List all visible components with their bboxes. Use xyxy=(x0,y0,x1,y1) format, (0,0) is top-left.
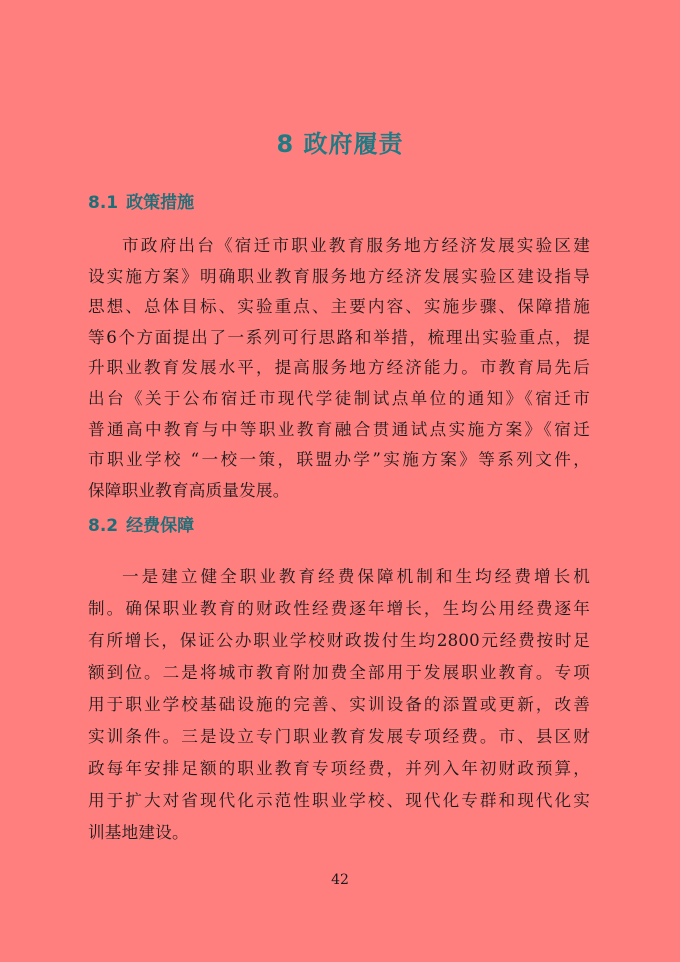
page-number: 42 xyxy=(331,872,349,888)
paragraph-line: 有所增长，保证公办职业学校财政拨付生均2800元经费按时足 xyxy=(88,631,590,650)
paragraph-line: 制。确保职业教育的财政性经费逐年增长，生均公用经费逐年 xyxy=(88,599,590,618)
paragraph-line: 实训条件。三是设立专门职业教育发展专项经费。市、县区财 xyxy=(88,727,590,746)
section-title: 政策措施 xyxy=(126,193,195,213)
section-8-1-paragraph xyxy=(88,231,590,506)
paragraph-line: 出台《关于公布宿迁市现代学徒制试点单位的通知》《宿迁市 xyxy=(88,388,590,408)
paragraph-line: 用于职业学校基础设施的完善、实训设备的添置或更新，改善 xyxy=(88,695,590,714)
section-number: 8.2 xyxy=(88,516,119,536)
paragraph-line: 市政府出台《宿迁市职业教育服务地方经济发展实验区建 xyxy=(122,236,590,255)
paragraph-line: 额到位。二是将城市教育附加费全部用于发展职业教育。专项 xyxy=(88,663,590,682)
paragraph-line: 思想、总体目标、实验重点、主要内容、实施步骤、保障措施 xyxy=(88,297,590,317)
paragraph-line: 等6个方面提出了一系列可行思路和举措，梳理出实验重点，提 xyxy=(88,327,590,347)
paragraph-line: 政每年安排足额的职业教育专项经费，并列入年初财政预算， xyxy=(88,759,590,778)
paragraph-line: 训基地建设。 xyxy=(88,823,189,842)
section-8-2-paragraph xyxy=(88,561,590,849)
paragraph-line: 市职业学校 “一校一策，联盟办学”实施方案》等系列文件， xyxy=(88,450,590,470)
section-heading-8-1 xyxy=(88,188,194,213)
paragraph-line: 保障职业教育高质量发展。 xyxy=(88,480,290,500)
section-title: 经费保障 xyxy=(126,516,195,536)
chapter-title: 8 政府履责 xyxy=(276,130,404,158)
section-number: 8.1 xyxy=(88,193,119,213)
paragraph-line: 普通高中教育与中等职业教育融合贯通试点实施方案》《宿迁 xyxy=(88,419,590,439)
paragraph-line: 设实施方案》明确职业教育服务地方经济发展实验区建设指导 xyxy=(88,266,590,286)
section-heading-8-2 xyxy=(88,511,194,536)
paragraph-line: 一是建立健全职业教育经费保障机制和生均经费增长机 xyxy=(122,567,590,586)
paragraph-line: 升职业教育发展水平，提高服务地方经济能力。市教育局先后 xyxy=(88,358,590,378)
paragraph-line: 用于扩大对省现代化示范性职业学校、现代化专群和现代化实 xyxy=(88,791,590,810)
